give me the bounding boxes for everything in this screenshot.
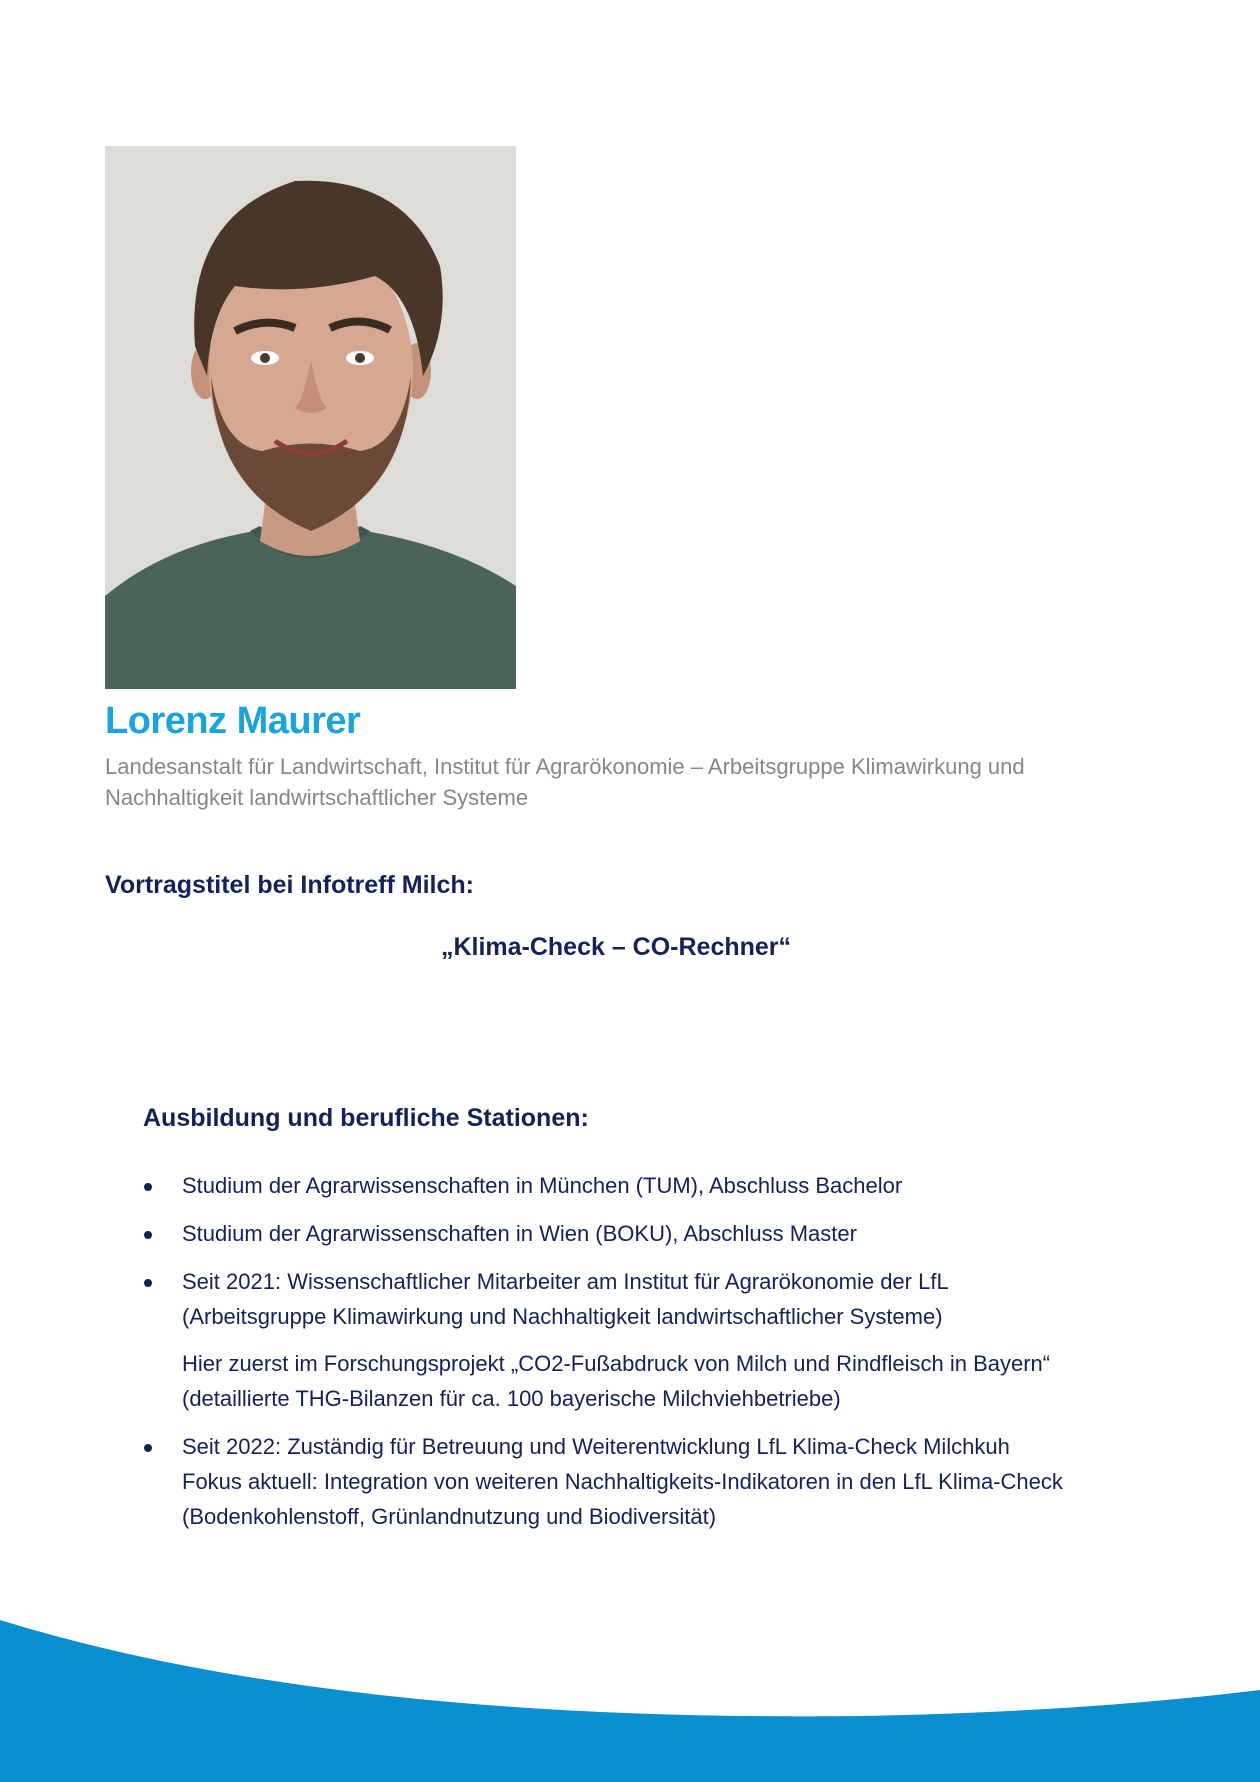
list-item-text: Seit 2022: Zuständig für Betreuung und Weiterentwicklung LfL Klima-Check Milchkuh [182, 1434, 1010, 1459]
career-heading: Ausbildung und berufliche Stationen: [143, 1104, 589, 1132]
bullet-icon [144, 1444, 152, 1452]
career-list [143, 1168, 1143, 1547]
bullet-icon [144, 1183, 152, 1191]
bullet-icon [144, 1279, 152, 1287]
talk-title-label: Vortragstitel bei Infotreff Milch: [105, 871, 474, 899]
list-item-text: Studium der Agrarwissenschaften in Wien (BOKU), Abschluss Master [182, 1221, 857, 1246]
bullet-icon [144, 1231, 152, 1239]
speaker-affiliation: Landesanstalt für Landwirtschaft, Institut für Agrarökonomie – Arbeitsgruppe Klimawirkung und Nachhaltigkeit landwirtschaftlicher Systeme [105, 754, 1025, 810]
list-item [143, 1264, 1143, 1416]
list-item-note: Hier zuerst im Forschungsprojekt „CO2-Fußabdruck von Milch und Rindfleisch in Bayern“ [182, 1351, 1051, 1376]
list-item-note: (detaillierte THG-Bilanzen für ca. 100 bayerische Milchviehbetriebe) [182, 1386, 841, 1411]
list-item-text: Studium der Agrarwissenschaften in München (TUM), Abschluss Bachelor [182, 1173, 903, 1198]
list-item [143, 1168, 1143, 1203]
list-item-text: (Arbeitsgruppe Klimawirkung und Nachhaltigkeit landwirtschaftlicher Systeme) [182, 1304, 943, 1329]
talk-title: „Klima-Check – CO-Rechner“ [440, 933, 792, 961]
portrait-photo [105, 146, 516, 689]
list-item [143, 1216, 1143, 1251]
speaker-name: Lorenz Maurer [105, 700, 361, 742]
list-item [143, 1429, 1143, 1534]
list-item-text: Fokus aktuell: Integration von weiteren Nachhaltigkeits-Indikatoren in den LfL Klima-Check [182, 1469, 1063, 1494]
list-item-text: Seit 2021: Wissenschaftlicher Mitarbeiter am Institut für Agrarökonomie der LfL [182, 1269, 949, 1294]
list-item-text: (Bodenkohlenstoff, Grünlandnutzung und Biodiversität) [182, 1504, 717, 1529]
footer-wave [0, 1612, 1260, 1782]
